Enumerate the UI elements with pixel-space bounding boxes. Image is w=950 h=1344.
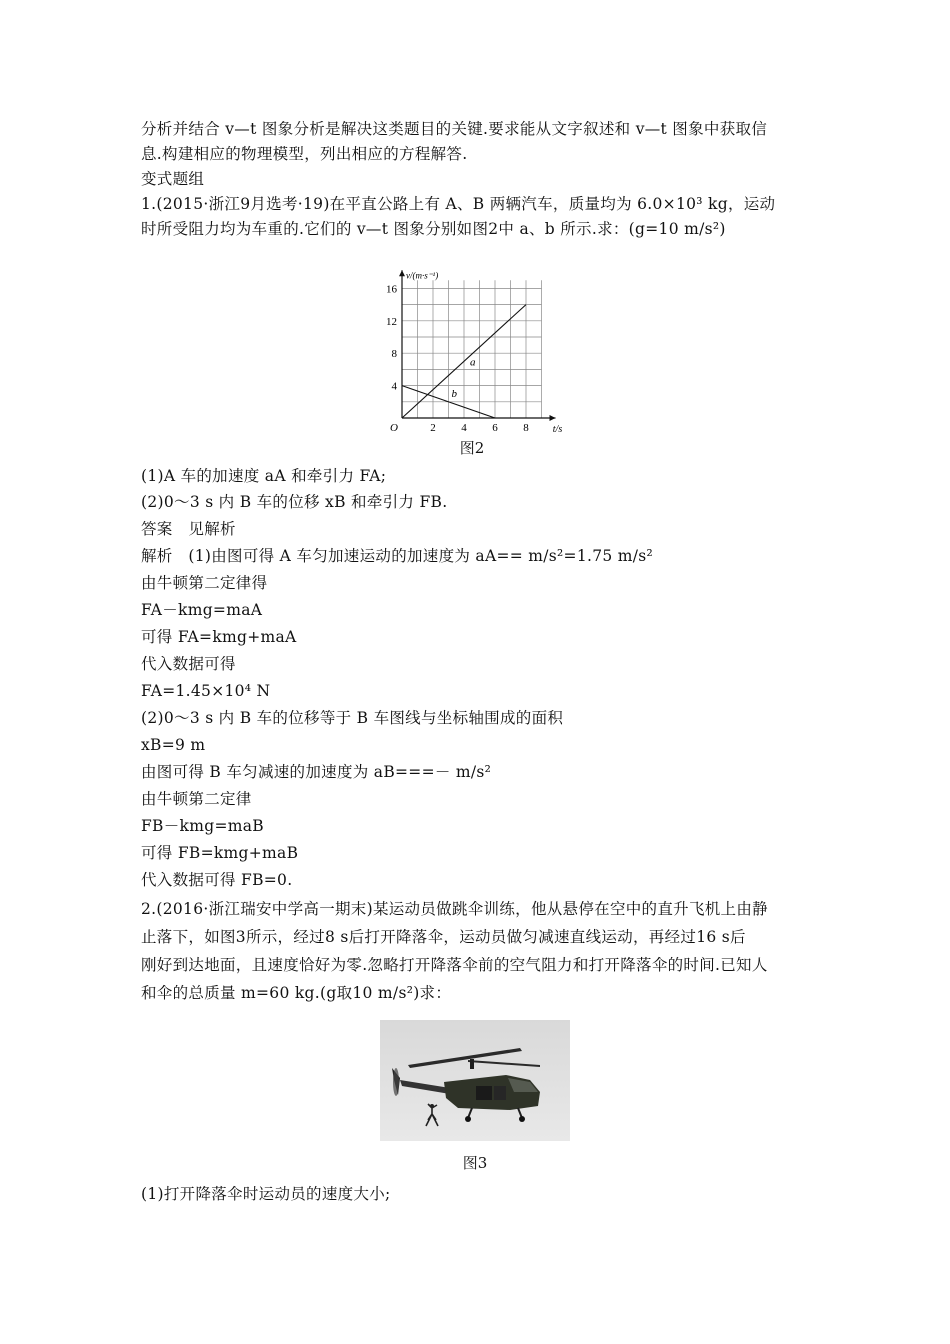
problem-2-line-2: 止落下，如图3所示，经过8 s后打开降落伞，运动员做匀减速直线运动，再经过16 s后 xyxy=(141,928,746,946)
y-tick-label: 16 xyxy=(386,283,397,296)
solution-line-4: 可得 FA=kmg+maA xyxy=(141,628,297,646)
solution-line-1: 解析 (1)由图可得 A 车匀加速运动的加速度为 aA== m/s²=1.75 m/s² xyxy=(141,547,654,565)
intro-line-1: 分析并结合 v—t 图象分析是解决这类题目的关键.要求能从文字叙述和 v—t 图象中获取信 xyxy=(141,120,768,138)
series-label-b: b xyxy=(451,387,457,400)
figure-3-caption: 图3 xyxy=(462,1154,488,1172)
solution-line-2: 由牛顿第二定律得 xyxy=(141,574,268,592)
solution-line-10: 由牛顿第二定律 xyxy=(141,790,252,808)
series-label-a: a xyxy=(470,356,476,369)
solution-line-9: 由图可得 B 车匀减速的加速度为 aB===－ m/s² xyxy=(141,763,492,781)
y-axis-arrow xyxy=(399,270,405,276)
solution-line-5: 代入数据可得 xyxy=(141,655,236,673)
section-heading: 变式题组 xyxy=(141,170,205,188)
chart-grid xyxy=(402,280,542,418)
solution-line-12: 可得 FB=kmg+maB xyxy=(141,844,299,862)
problem-2-line-3: 刚好到达地面，且速度恰好为零.忽略打开降落伞前的空气阻力和打开降落伞的时间.已知人 xyxy=(141,956,768,974)
origin-label: O xyxy=(390,422,398,434)
question-2: (2)0～3 s 内 B 车的位移 xB 和牵引力 FB. xyxy=(141,493,448,511)
question-1: (1)A 车的加速度 aA 和牵引力 FA; xyxy=(141,467,387,485)
solution-line-13: 代入数据可得 FB=0. xyxy=(141,871,293,889)
problem-1-line-1: 1.(2015·浙江9月选考·19)在平直公路上有 A、B 两辆汽车，质量均为 6.0×10³ kg，运动 xyxy=(141,195,776,213)
x-tick-label: 4 xyxy=(461,422,467,434)
answer-label: 答案 见解析 xyxy=(141,520,236,538)
chart-axes xyxy=(399,270,556,421)
y-tick-label: 8 xyxy=(391,348,397,361)
vt-chart xyxy=(380,258,563,436)
x-tick-label: 6 xyxy=(492,422,498,434)
x-axis-arrow xyxy=(550,415,556,421)
figure-2-caption: 图2 xyxy=(459,439,485,457)
x-axis-label: t/s xyxy=(552,424,563,435)
solution-line-7: (2)0～3 s 内 B 车的位移等于 B 车图线与坐标轴围成的面积 xyxy=(141,709,564,727)
x-tick-label: 2 xyxy=(430,422,436,434)
helicopter-photo xyxy=(380,1020,570,1141)
problem-2-line-1: 2.(2016·浙江瑞安中学高一期末)某运动员做跳伞训练，他从悬停在空中的直升飞机上由静 xyxy=(141,900,768,918)
intro-line-2: 息.构建相应的物理模型，列出相应的方程解答. xyxy=(141,145,468,163)
solution-line-3: FA－kmg=maA xyxy=(141,601,263,619)
solution-line-6: FA=1.45×10⁴ N xyxy=(141,682,271,700)
problem-2-line-4: 和伞的总质量 m=60 kg.(g取10 m/s²)求： xyxy=(141,984,452,1002)
solution-line-8: xB=9 m xyxy=(141,736,206,754)
x-tick-label: 8 xyxy=(523,422,529,434)
solution-line-11: FB－kmg=maB xyxy=(141,817,264,835)
problem-2-question-1: (1)打开降落伞时运动员的速度大小; xyxy=(141,1185,391,1203)
y-axis-label: v/(m·s⁻¹) xyxy=(406,270,439,281)
y-tick-label: 12 xyxy=(386,315,397,328)
y-tick-label: 4 xyxy=(391,380,397,393)
problem-1-line-2: 时所受阻力均为车重的.它们的 v—t 图象分别如图2中 a、b 所示.求：(g=10 m/s²) xyxy=(141,220,726,238)
